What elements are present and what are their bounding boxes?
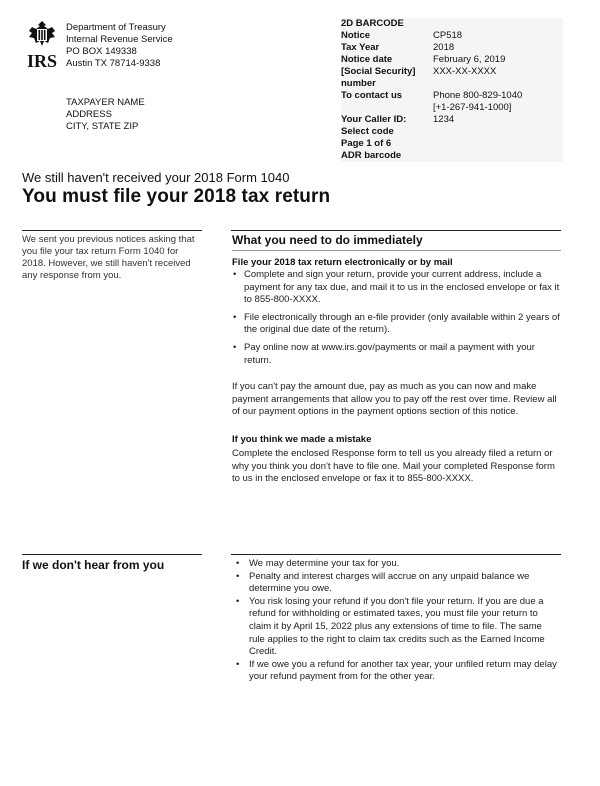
caller-id-value: 1234 (433, 114, 455, 125)
list-item: • File electronically through an e-file provider (only available within 2 years of the original due date of the return). (244, 312, 562, 337)
taxpayer-city: CITY, STATE ZIP (66, 121, 139, 132)
contact-label: To contact us (341, 90, 403, 101)
contact-phone-intl: [+1-267-941-1000] (433, 102, 512, 113)
taxpayer-name: TAXPAYER NAME (66, 97, 145, 108)
page-label: Page 1 of 6 (341, 138, 392, 149)
list-item: • We may determine your tax for you. (247, 558, 559, 571)
mistake-heading: If you think we made a mistake (232, 433, 372, 445)
divider (22, 554, 202, 555)
file-heading: File your 2018 tax return electronically or by mail (232, 257, 453, 268)
divider (231, 230, 561, 231)
no-response-heading: If we don't hear from you (22, 558, 165, 572)
ssn-value: XXX-XX-XXXX (433, 66, 497, 77)
list-item: • You risk losing your refund if you don't file your return. If you are due a refund for withholding or estimated taxes, you must file your return to claim it by April 15, 2022 plus any extensions of time to file. The same rule applies to the right to claim tax credits such as the Earned Income Credit. (247, 596, 559, 659)
agency-line: Internal Revenue Service (66, 34, 173, 45)
list-item: • If we owe you a refund for another tax year, your unfiled return may delay your refund payment from for the other year. (247, 659, 559, 684)
mistake-text: Complete the enclosed Response form to tell us you already filed a return or why you think you don't have to file one. Mail your completed Response form to us in the enclosed envelope or fax it to 855-800-XXXX. (232, 447, 555, 485)
contact-phone: Phone 800-829-1040 (433, 90, 523, 101)
cant-pay-text: If you can't pay the amount due, pay as much as you can now and make payment arrangements that allow you to pay off the rest over time. Review all of our payment options in the payment options section of this notice. (232, 381, 557, 418)
divider (232, 250, 561, 251)
barcode-label: 2D BARCODE (341, 18, 404, 29)
select-code-label: Select code (341, 126, 394, 137)
list-item: • Complete and sign your return, provide your current address, include a payment for any tax due, and mail it to us in the enclosed envelope or fax it to 855-800-XXXX. (244, 269, 562, 307)
agency-address (66, 22, 173, 70)
no-response-section (235, 558, 559, 684)
page-title: You must file your 2018 tax return (22, 186, 331, 207)
notice-label: Notice (341, 30, 371, 41)
notice-date-label: Notice date (341, 54, 393, 65)
taxpayer-address (66, 97, 145, 133)
irs-logo (22, 19, 62, 71)
intro-text: We sent you previous notices asking that you file your tax return Form 1040 for 2018. However, we still haven't received any response from you. (22, 234, 195, 281)
tax-year-value: 2018 (433, 42, 455, 53)
list-item: • Pay online now at www.irs.gov/payments or mail a payment with your return. (244, 342, 562, 367)
immediate-section (232, 233, 562, 486)
divider (231, 554, 561, 555)
consequences-list (235, 558, 559, 684)
tax-year-label: Tax Year (341, 42, 380, 53)
list-item: • Penalty and interest charges will accrue on any unpaid balance we determine you owe. (247, 571, 559, 596)
notice-value: CP518 (433, 30, 463, 41)
notice-info-box (341, 18, 563, 162)
caller-id-label: Your Caller ID: (341, 114, 407, 125)
agency-line: Austin TX 78714-9338 (66, 58, 161, 69)
ssn-label: [Social Security] number (341, 66, 416, 89)
notice-subtitle: We still haven't received your 2018 Form 1040 (22, 170, 290, 185)
irs-logo-text: IRS (26, 51, 58, 71)
taxpayer-street: ADDRESS (66, 109, 112, 120)
immediate-heading: What you need to do immediately (232, 233, 423, 247)
notice-date-value: February 6, 2019 (433, 54, 506, 65)
adr-barcode-label: ADR barcode (341, 150, 402, 161)
divider (22, 230, 202, 231)
agency-line: PO BOX 149338 (66, 46, 137, 57)
file-options-list (232, 269, 562, 367)
agency-line: Department of Treasury (66, 22, 166, 33)
